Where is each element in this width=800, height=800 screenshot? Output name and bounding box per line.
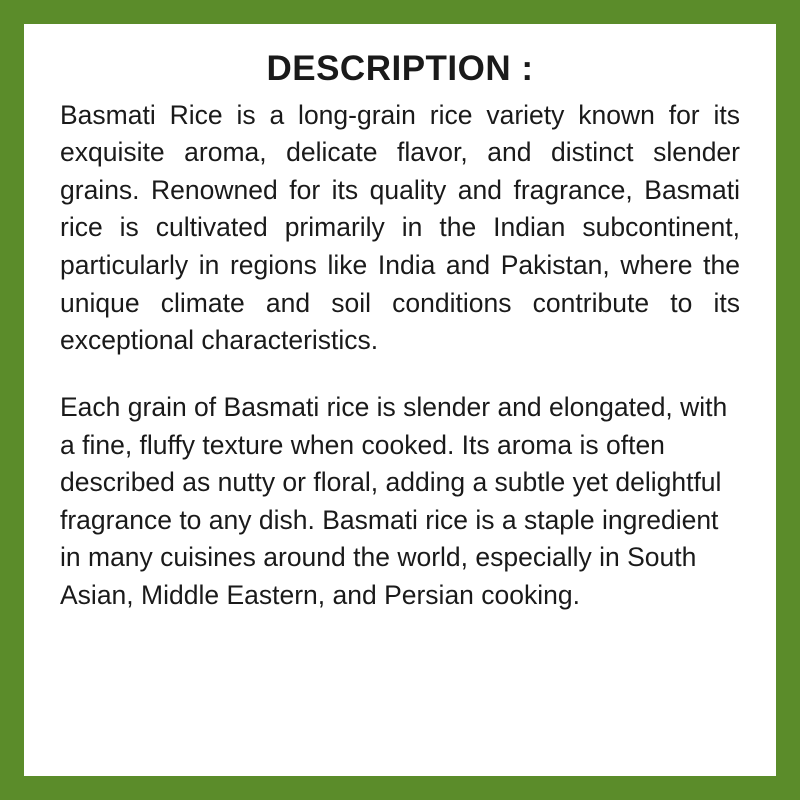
description-paragraph-1: Basmati Rice is a long-grain rice variety known for its exquisite aroma, delicate flavor, and distinct slender grains. Renowned for its quality and fragrance, Basmati rice is cultivated primarily in the Indian subcontinent, particularly in regions like India and Pakistan, where the unique climate and soil conditions contribute to its exceptional characteristics. [60,99,740,356]
page-title: DESCRIPTION : [266,49,534,88]
description-paragraph-2: Each grain of Basmati rice is slender and elongated, with a fine, fluffy texture when cooked. Its aroma is often described as nutty or floral, adding a subtle yet delightful fragrance to any dish. Basmati rice is a staple ingredient in many cuisines around the world, especially in South Asian, Middle Eastern, and Persian cooking. [60,391,728,610]
description-card [24,24,776,776]
